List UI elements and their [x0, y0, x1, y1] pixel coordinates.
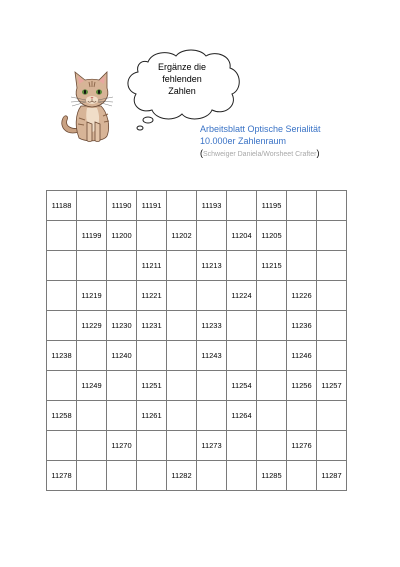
- speech-bubble-text: Ergänze die fehlenden Zahlen: [157, 62, 207, 96]
- grid-cell-empty[interactable]: [77, 401, 107, 431]
- grid-cell: 11219: [77, 281, 107, 311]
- grid-cell: 11199: [77, 221, 107, 251]
- grid-cell-empty[interactable]: [317, 431, 347, 461]
- grid-cell-empty[interactable]: [287, 251, 317, 281]
- grid-cell-empty[interactable]: [257, 341, 287, 371]
- grid-row: [47, 401, 347, 431]
- grid-cell-empty[interactable]: [257, 401, 287, 431]
- grid-cell-empty[interactable]: [317, 401, 347, 431]
- grid-cell-empty[interactable]: [167, 341, 197, 371]
- grid-cell-empty[interactable]: [287, 191, 317, 221]
- grid-cell: 11221: [137, 281, 167, 311]
- grid-row: [47, 281, 347, 311]
- grid-cell: 11285: [257, 461, 287, 491]
- grid-cell-empty[interactable]: [77, 461, 107, 491]
- grid-cell: 11231: [137, 311, 167, 341]
- grid-cell-empty[interactable]: [107, 281, 137, 311]
- grid-cell-empty[interactable]: [167, 311, 197, 341]
- grid-cell: 11282: [167, 461, 197, 491]
- number-grid-body: [47, 191, 347, 491]
- grid-cell-empty[interactable]: [107, 401, 137, 431]
- grid-cell-empty[interactable]: [227, 251, 257, 281]
- grid-cell-empty[interactable]: [167, 371, 197, 401]
- grid-cell-empty[interactable]: [137, 221, 167, 251]
- grid-cell: 11191: [137, 191, 167, 221]
- grid-cell: 11226: [287, 281, 317, 311]
- grid-cell-empty[interactable]: [137, 431, 167, 461]
- grid-cell-empty[interactable]: [167, 251, 197, 281]
- grid-cell-empty[interactable]: [167, 191, 197, 221]
- grid-cell-empty[interactable]: [287, 221, 317, 251]
- grid-cell-empty[interactable]: [77, 341, 107, 371]
- grid-cell-empty[interactable]: [197, 461, 227, 491]
- grid-cell-empty[interactable]: [197, 221, 227, 251]
- grid-cell-empty[interactable]: [197, 401, 227, 431]
- grid-cell-empty[interactable]: [47, 311, 77, 341]
- grid-cell-empty[interactable]: [287, 461, 317, 491]
- grid-cell-empty[interactable]: [77, 431, 107, 461]
- grid-cell-empty[interactable]: [227, 341, 257, 371]
- grid-cell-empty[interactable]: [167, 431, 197, 461]
- grid-cell-empty[interactable]: [137, 461, 167, 491]
- grid-cell-empty[interactable]: [167, 281, 197, 311]
- grid-cell-empty[interactable]: [227, 461, 257, 491]
- grid-cell: 11193: [197, 191, 227, 221]
- grid-cell: 11230: [107, 311, 137, 341]
- grid-cell: 11264: [227, 401, 257, 431]
- grid-cell-empty[interactable]: [227, 431, 257, 461]
- grid-cell: 11258: [47, 401, 77, 431]
- grid-row: [47, 311, 347, 341]
- grid-cell-empty[interactable]: [47, 221, 77, 251]
- grid-cell: 11236: [287, 311, 317, 341]
- grid-cell: 11240: [107, 341, 137, 371]
- grid-row: [47, 221, 347, 251]
- grid-cell: 11229: [77, 311, 107, 341]
- grid-cell-empty[interactable]: [257, 371, 287, 401]
- grid-cell-empty[interactable]: [317, 341, 347, 371]
- grid-cell-empty[interactable]: [317, 311, 347, 341]
- grid-row: [47, 431, 347, 461]
- grid-cell-empty[interactable]: [137, 341, 167, 371]
- grid-cell: 11254: [227, 371, 257, 401]
- grid-cell-empty[interactable]: [107, 461, 137, 491]
- grid-cell-empty[interactable]: [257, 431, 287, 461]
- credit-author: Schweiger Daniela/Worsheet Crafter: [203, 151, 317, 158]
- grid-cell: 11257: [317, 371, 347, 401]
- grid-cell-empty[interactable]: [47, 431, 77, 461]
- grid-cell: 11224: [227, 281, 257, 311]
- grid-cell-empty[interactable]: [47, 371, 77, 401]
- grid-cell-empty[interactable]: [257, 281, 287, 311]
- grid-cell: 11204: [227, 221, 257, 251]
- grid-cell-empty[interactable]: [167, 401, 197, 431]
- grid-cell: 11261: [137, 401, 167, 431]
- grid-cell-empty[interactable]: [317, 281, 347, 311]
- number-grid: [46, 190, 347, 491]
- grid-cell: 11233: [197, 311, 227, 341]
- grid-cell: 11195: [257, 191, 287, 221]
- grid-cell: 11202: [167, 221, 197, 251]
- grid-cell: 11270: [107, 431, 137, 461]
- grid-row: [47, 341, 347, 371]
- grid-row: [47, 371, 347, 401]
- grid-cell: 11256: [287, 371, 317, 401]
- grid-row: [47, 251, 347, 281]
- grid-cell: 11276: [287, 431, 317, 461]
- grid-cell: 11238: [47, 341, 77, 371]
- grid-cell-empty[interactable]: [107, 371, 137, 401]
- worksheet-credit: [200, 148, 319, 158]
- grid-cell-empty[interactable]: [287, 401, 317, 431]
- grid-cell-empty[interactable]: [47, 251, 77, 281]
- grid-cell: 11190: [107, 191, 137, 221]
- grid-cell: 11200: [107, 221, 137, 251]
- grid-cell: 11243: [197, 341, 227, 371]
- grid-cell-empty[interactable]: [317, 221, 347, 251]
- grid-cell: 11273: [197, 431, 227, 461]
- worksheet-title: Arbeitsblatt Optische Serialität: [200, 124, 321, 134]
- grid-cell: 11249: [77, 371, 107, 401]
- grid-cell-empty[interactable]: [257, 311, 287, 341]
- grid-cell-empty[interactable]: [197, 371, 227, 401]
- grid-cell: 11213: [197, 251, 227, 281]
- grid-cell-empty[interactable]: [317, 191, 347, 221]
- grid-row: [47, 461, 347, 491]
- grid-cell-empty[interactable]: [107, 251, 137, 281]
- grid-cell: 11251: [137, 371, 167, 401]
- grid-row: [47, 191, 347, 221]
- grid-cell: 11205: [257, 221, 287, 251]
- grid-cell: 11215: [257, 251, 287, 281]
- grid-cell-empty[interactable]: [197, 281, 227, 311]
- cat-icon: [57, 66, 127, 146]
- grid-cell-empty[interactable]: [227, 191, 257, 221]
- worksheet-subtitle: 10.000er Zahlenraum: [200, 136, 287, 146]
- credit-close-paren: ): [316, 148, 320, 158]
- grid-cell-empty[interactable]: [227, 311, 257, 341]
- grid-cell-empty[interactable]: [77, 251, 107, 281]
- grid-cell: 11246: [287, 341, 317, 371]
- credit-open-paren: (: [200, 148, 203, 158]
- grid-cell: 11287: [317, 461, 347, 491]
- grid-cell: 11188: [47, 191, 77, 221]
- grid-cell-empty[interactable]: [47, 281, 77, 311]
- grid-cell: 11278: [47, 461, 77, 491]
- grid-cell-empty[interactable]: [77, 191, 107, 221]
- grid-cell: 11211: [137, 251, 167, 281]
- grid-cell-empty[interactable]: [317, 251, 347, 281]
